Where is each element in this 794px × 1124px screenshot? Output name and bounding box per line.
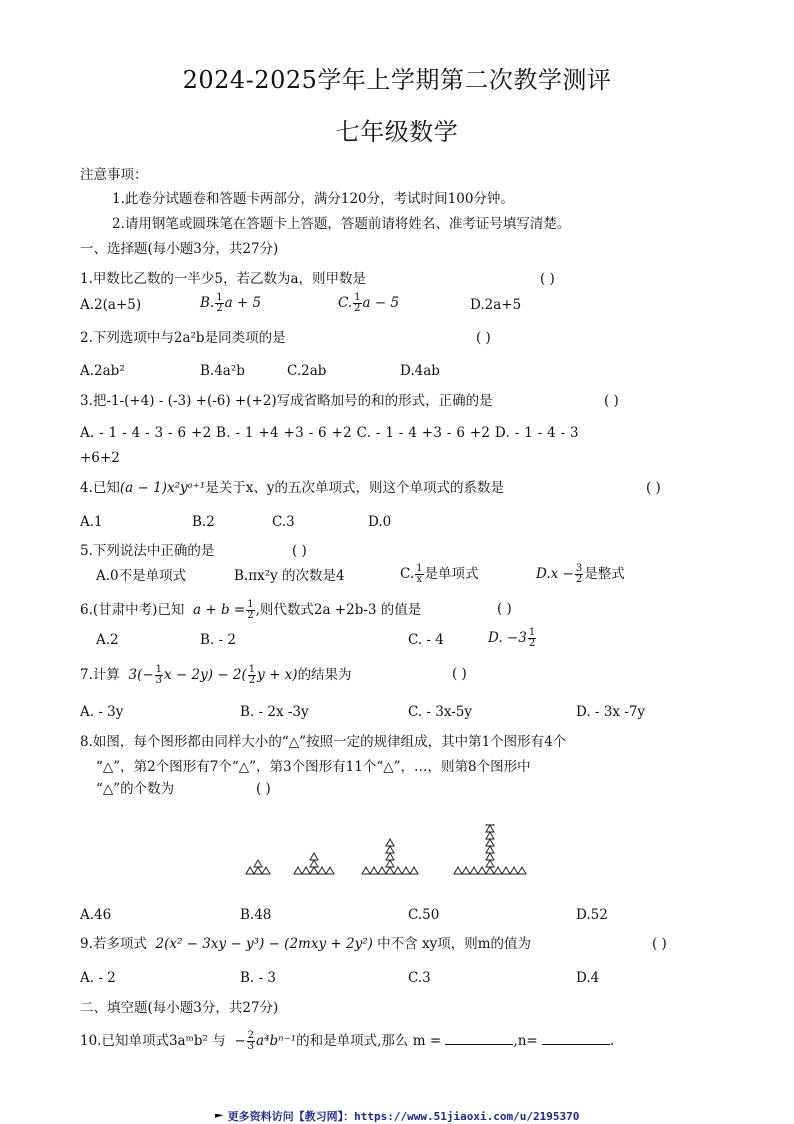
figure-1-triangle-3 — [262, 867, 270, 874]
figure-2-triangle-1 — [294, 867, 302, 874]
figure-3-triangle-5 — [394, 867, 402, 874]
q4-stem: 4.已知(a − 1)x²yᵃ⁺¹是关于x、y的五次单项式，则这个单项式的系数是 — [80, 480, 504, 496]
q8-stem-line-1: 8.如图，每个图形都由同样大小的“△”按照一定的规律组成，其中第1个图形有4个 — [80, 734, 567, 750]
q8-stem-line-3: “△”的个数为 — [96, 781, 175, 797]
q8-option-d: D.52 — [576, 907, 608, 923]
q4-option-a: A.1 — [80, 514, 103, 530]
q10-blank-n[interactable] — [542, 1032, 610, 1045]
q6-answer-paren: ( ) — [497, 601, 512, 617]
figure-2-triangle-5 — [326, 867, 334, 874]
q1-option-d: D.2a+5 — [470, 297, 522, 313]
q9-answer-paren: ( ) — [652, 936, 667, 952]
q4-answer-paren: ( ) — [646, 480, 661, 496]
figure-2-triangle-2 — [302, 867, 310, 874]
q4-option-c: C.3 — [272, 514, 295, 530]
triangle-pattern-figure — [240, 824, 550, 880]
q1-option-c: C. $\frac{1}{2}$ a − 5 — [338, 292, 400, 314]
q2-option-d: D.4ab — [400, 363, 440, 379]
q7-option-d: D. - 3x -7y — [576, 704, 646, 720]
page-subtitle: 七年级数学 — [335, 118, 459, 146]
q9-option-b: B. - 3 — [240, 970, 276, 986]
figure-4-triangle-9 — [518, 867, 526, 874]
q10-stem: 10.已知单项式3aᵐb² 与 − $\frac{2}{3}$ a⁴bⁿ⁻¹的和是单项式,那么 m = ,n= . — [80, 1030, 615, 1052]
figure-2-triangle-3 — [310, 867, 318, 874]
q7-option-a: A. - 3y — [80, 704, 124, 720]
notes-heading: 注意事项： — [80, 167, 148, 183]
figure-3-triangle-6 — [402, 867, 410, 874]
q1-option-a: A.2(a+5) — [80, 297, 142, 313]
q9-stem: 9.若多项式 2(x² − 3xy − y³) − (2mxy + 2y²) 中不含 xy项，则m的值为 — [80, 936, 532, 952]
q8-option-c: C.50 — [408, 907, 440, 923]
q9-option-c: C.3 — [408, 970, 431, 986]
q8-answer-paren: ( ) — [256, 781, 271, 797]
q1-option-b: B. $\frac{1}{2}$ a + 5 — [200, 292, 262, 314]
figure-2-triangle-6 — [310, 860, 318, 867]
q1-answer-paren: ( ) — [540, 271, 555, 287]
figure-4-triangle-10 — [486, 860, 494, 867]
note-2: 2.请用钢笔或圆珠笔在答题卡上答题，答题前请将姓名、准考证号填写清楚。 — [112, 216, 571, 232]
q2-option-c: C.2ab — [287, 363, 327, 379]
q2-option-a: A.2ab² — [80, 363, 125, 379]
footer-link[interactable]: 更多资料访问【教习网】：https://www.51jiaoxi.com/u/2195370 — [0, 1108, 794, 1124]
q6-option-b: B. - 2 — [200, 632, 236, 648]
q9-option-a: A. - 2 — [80, 970, 116, 986]
figure-3-triangle-8 — [386, 860, 394, 867]
q7-stem: 7.计算 3(− $\frac{1}{3}$ x − 2y) − 2( $\frac{1}{2}$ y + x)的结果为 — [80, 664, 352, 686]
note-1: 1.此卷分试题卷和答题卡两部分，满分120分，考试时间100分钟。 — [112, 191, 514, 207]
q7-option-c: C. - 3x-5y — [408, 704, 473, 720]
q5-answer-paren: ( ) — [292, 543, 307, 559]
q4-option-d: D.0 — [368, 514, 392, 530]
figure-3-triangle-10 — [386, 846, 394, 853]
figure-3-triangle-4 — [386, 867, 394, 874]
q5-option-d: D.x − $\frac{3}{2}$ 是整式 — [536, 563, 625, 585]
figure-3-triangle-3 — [378, 867, 386, 874]
q7-answer-paren: ( ) — [452, 666, 467, 682]
figure-4-triangle-14 — [486, 832, 494, 839]
q3-options: A. - 1 - 4 - 3 - 6 +2 B. - 1 +4 +3 - 6 +2 C. - 1 - 4 +3 - 6 +2 D. - 1 - 4 - 3 — [80, 425, 579, 441]
q5-stem: 5.下列说法中正确的是 — [80, 543, 215, 559]
q2-option-b: B.4a²b — [200, 363, 245, 379]
q6-option-d: D. −3 $\frac{1}{2}$ — [488, 627, 536, 649]
q2-stem: 2.下列选项中与2a²b是同类项的是 — [80, 330, 286, 346]
q5-option-c: C. $\frac{1}{x}$ 是单项式 — [400, 563, 479, 585]
figure-3-triangle-1 — [362, 867, 370, 874]
q5-option-a: A.0不是单项式 — [96, 568, 187, 584]
figure-4-triangle-5 — [486, 867, 494, 874]
figure-4-triangle-6 — [494, 867, 502, 874]
figure-4-triangle-4 — [478, 867, 486, 874]
figure-3-triangle-9 — [386, 853, 394, 860]
figure-4-triangle-7 — [502, 867, 510, 874]
figure-3-triangle-11 — [386, 839, 394, 846]
figure-4-triangle-3 — [470, 867, 478, 874]
figure-1-triangle-2 — [254, 867, 262, 874]
section-fill-heading: 二、填空题(每小题3分，共27分) — [80, 1000, 279, 1016]
figure-2-triangle-7 — [310, 853, 318, 860]
q8-option-a: A.46 — [80, 907, 112, 923]
flag-icon — [215, 1114, 224, 1121]
section-choice-heading: 一、选择题(每小题3分，共27分) — [80, 241, 279, 257]
figure-4-triangle-2 — [462, 867, 470, 874]
q7-option-b: B. - 2x -3y — [240, 704, 309, 720]
figure-1-triangle-1 — [246, 867, 254, 874]
q6-stem: 6.(甘肃中考)已知 a + b = $\frac{1}{2}$ ,则代数式2a +2b-3 的值是 — [80, 599, 422, 621]
q4-option-b: B.2 — [192, 514, 215, 530]
figure-4-triangle-8 — [510, 867, 518, 874]
figure-4-triangle-15 — [486, 825, 494, 832]
figure-4-triangle-12 — [486, 846, 494, 853]
figure-3-triangle-2 — [370, 867, 378, 874]
q8-option-b: B.48 — [240, 907, 272, 923]
q2-answer-paren: ( ) — [476, 330, 491, 346]
q1-stem: 1.甲数比乙数的一半少5，若乙数为a，则甲数是 — [80, 271, 367, 287]
q3-answer-paren: ( ) — [604, 393, 619, 409]
figure-4-triangle-13 — [486, 839, 494, 846]
q9-option-d: D.4 — [576, 970, 600, 986]
figure-4-triangle-11 — [486, 853, 494, 860]
page-title: 2024-2025学年上学期第二次教学测评 — [182, 66, 612, 94]
figure-3-triangle-7 — [410, 867, 418, 874]
q3-stem: 3.把-1-(+4) - (-3) +(-6) +(+2)写成省略加号的和的形式，正确的是 — [80, 393, 493, 409]
q3-options-continued: +6+2 — [80, 450, 120, 466]
figure-1-triangle-4 — [254, 860, 262, 867]
q5-option-b: B.πx²y 的次数是4 — [234, 568, 345, 584]
q6-option-a: A.2 — [96, 632, 119, 648]
figure-4-triangle-1 — [454, 867, 462, 874]
q10-blank-m[interactable] — [445, 1032, 513, 1045]
figure-2-triangle-4 — [318, 867, 326, 874]
q8-stem-line-2: “△”，第2个图形有7个“△”，第3个图形有11个“△”，…，则第8个图形中 — [96, 759, 531, 775]
q6-option-c: C. - 4 — [408, 632, 444, 648]
